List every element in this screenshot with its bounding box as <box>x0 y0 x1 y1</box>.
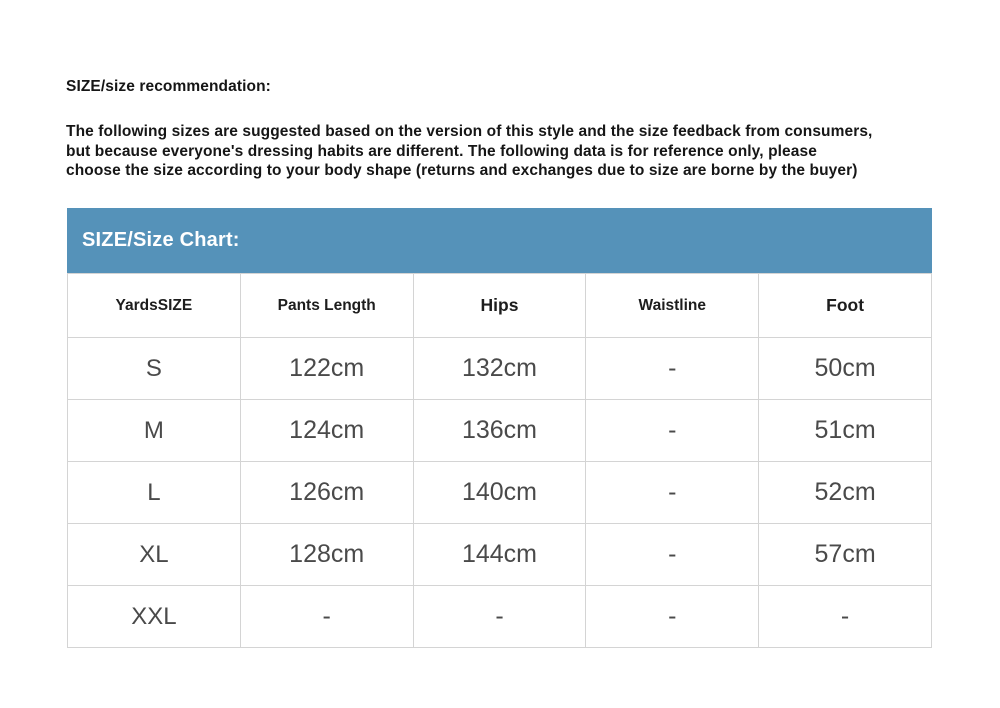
size-cell: XXL <box>68 586 241 648</box>
foot-cell: 52cm <box>759 462 932 524</box>
size-chart-table <box>67 273 932 648</box>
pants-length-cell: 126cm <box>240 462 413 524</box>
table-header-row <box>68 274 932 338</box>
size-cell: L <box>68 462 241 524</box>
pants-length-cell: 124cm <box>240 400 413 462</box>
pants-length-cell: - <box>240 586 413 648</box>
table-row-m <box>68 400 932 462</box>
column-header-hips: Hips <box>413 274 586 338</box>
waistline-cell: - <box>586 338 759 400</box>
pants-length-cell: 128cm <box>240 524 413 586</box>
foot-cell: 50cm <box>759 338 932 400</box>
hips-cell: 144cm <box>413 524 586 586</box>
waistline-cell: - <box>586 462 759 524</box>
hips-cell: 132cm <box>413 338 586 400</box>
pants-length-cell: 122cm <box>240 338 413 400</box>
table-row-xl <box>68 524 932 586</box>
waistline-cell: - <box>586 400 759 462</box>
size-chart-banner <box>67 208 932 273</box>
size-chart-banner-title: SIZE/Size Chart: <box>82 229 240 251</box>
waistline-cell: - <box>586 586 759 648</box>
recommendation-heading: SIZE/size recommendation: <box>66 78 271 95</box>
table-row-l <box>68 462 932 524</box>
size-cell: XL <box>68 524 241 586</box>
column-header-pants-length: Pants Length <box>240 274 413 338</box>
hips-cell: 136cm <box>413 400 586 462</box>
foot-cell: - <box>759 586 932 648</box>
foot-cell: 51cm <box>759 400 932 462</box>
foot-cell: 57cm <box>759 524 932 586</box>
paragraph-line-3: choose the size according to your body shape (returns and exchanges due to size are borne by the buyer) <box>66 162 858 179</box>
size-cell: S <box>68 338 241 400</box>
recommendation-paragraph <box>66 122 946 181</box>
column-header-waistline: Waistline <box>586 274 759 338</box>
waistline-cell: - <box>586 524 759 586</box>
hips-cell: 140cm <box>413 462 586 524</box>
size-cell: M <box>68 400 241 462</box>
column-header-size: YardsSIZE <box>68 274 241 338</box>
paragraph-line-2: but because everyone's dressing habits are different. The following data is for reference only, please <box>66 142 817 160</box>
table-row-xxl <box>68 586 932 648</box>
column-header-foot: Foot <box>759 274 932 338</box>
hips-cell: - <box>413 586 586 648</box>
paragraph-line-1: The following sizes are suggested based on the version of this style and the size feedback from consumers, <box>66 123 873 140</box>
table-row-s <box>68 338 932 400</box>
